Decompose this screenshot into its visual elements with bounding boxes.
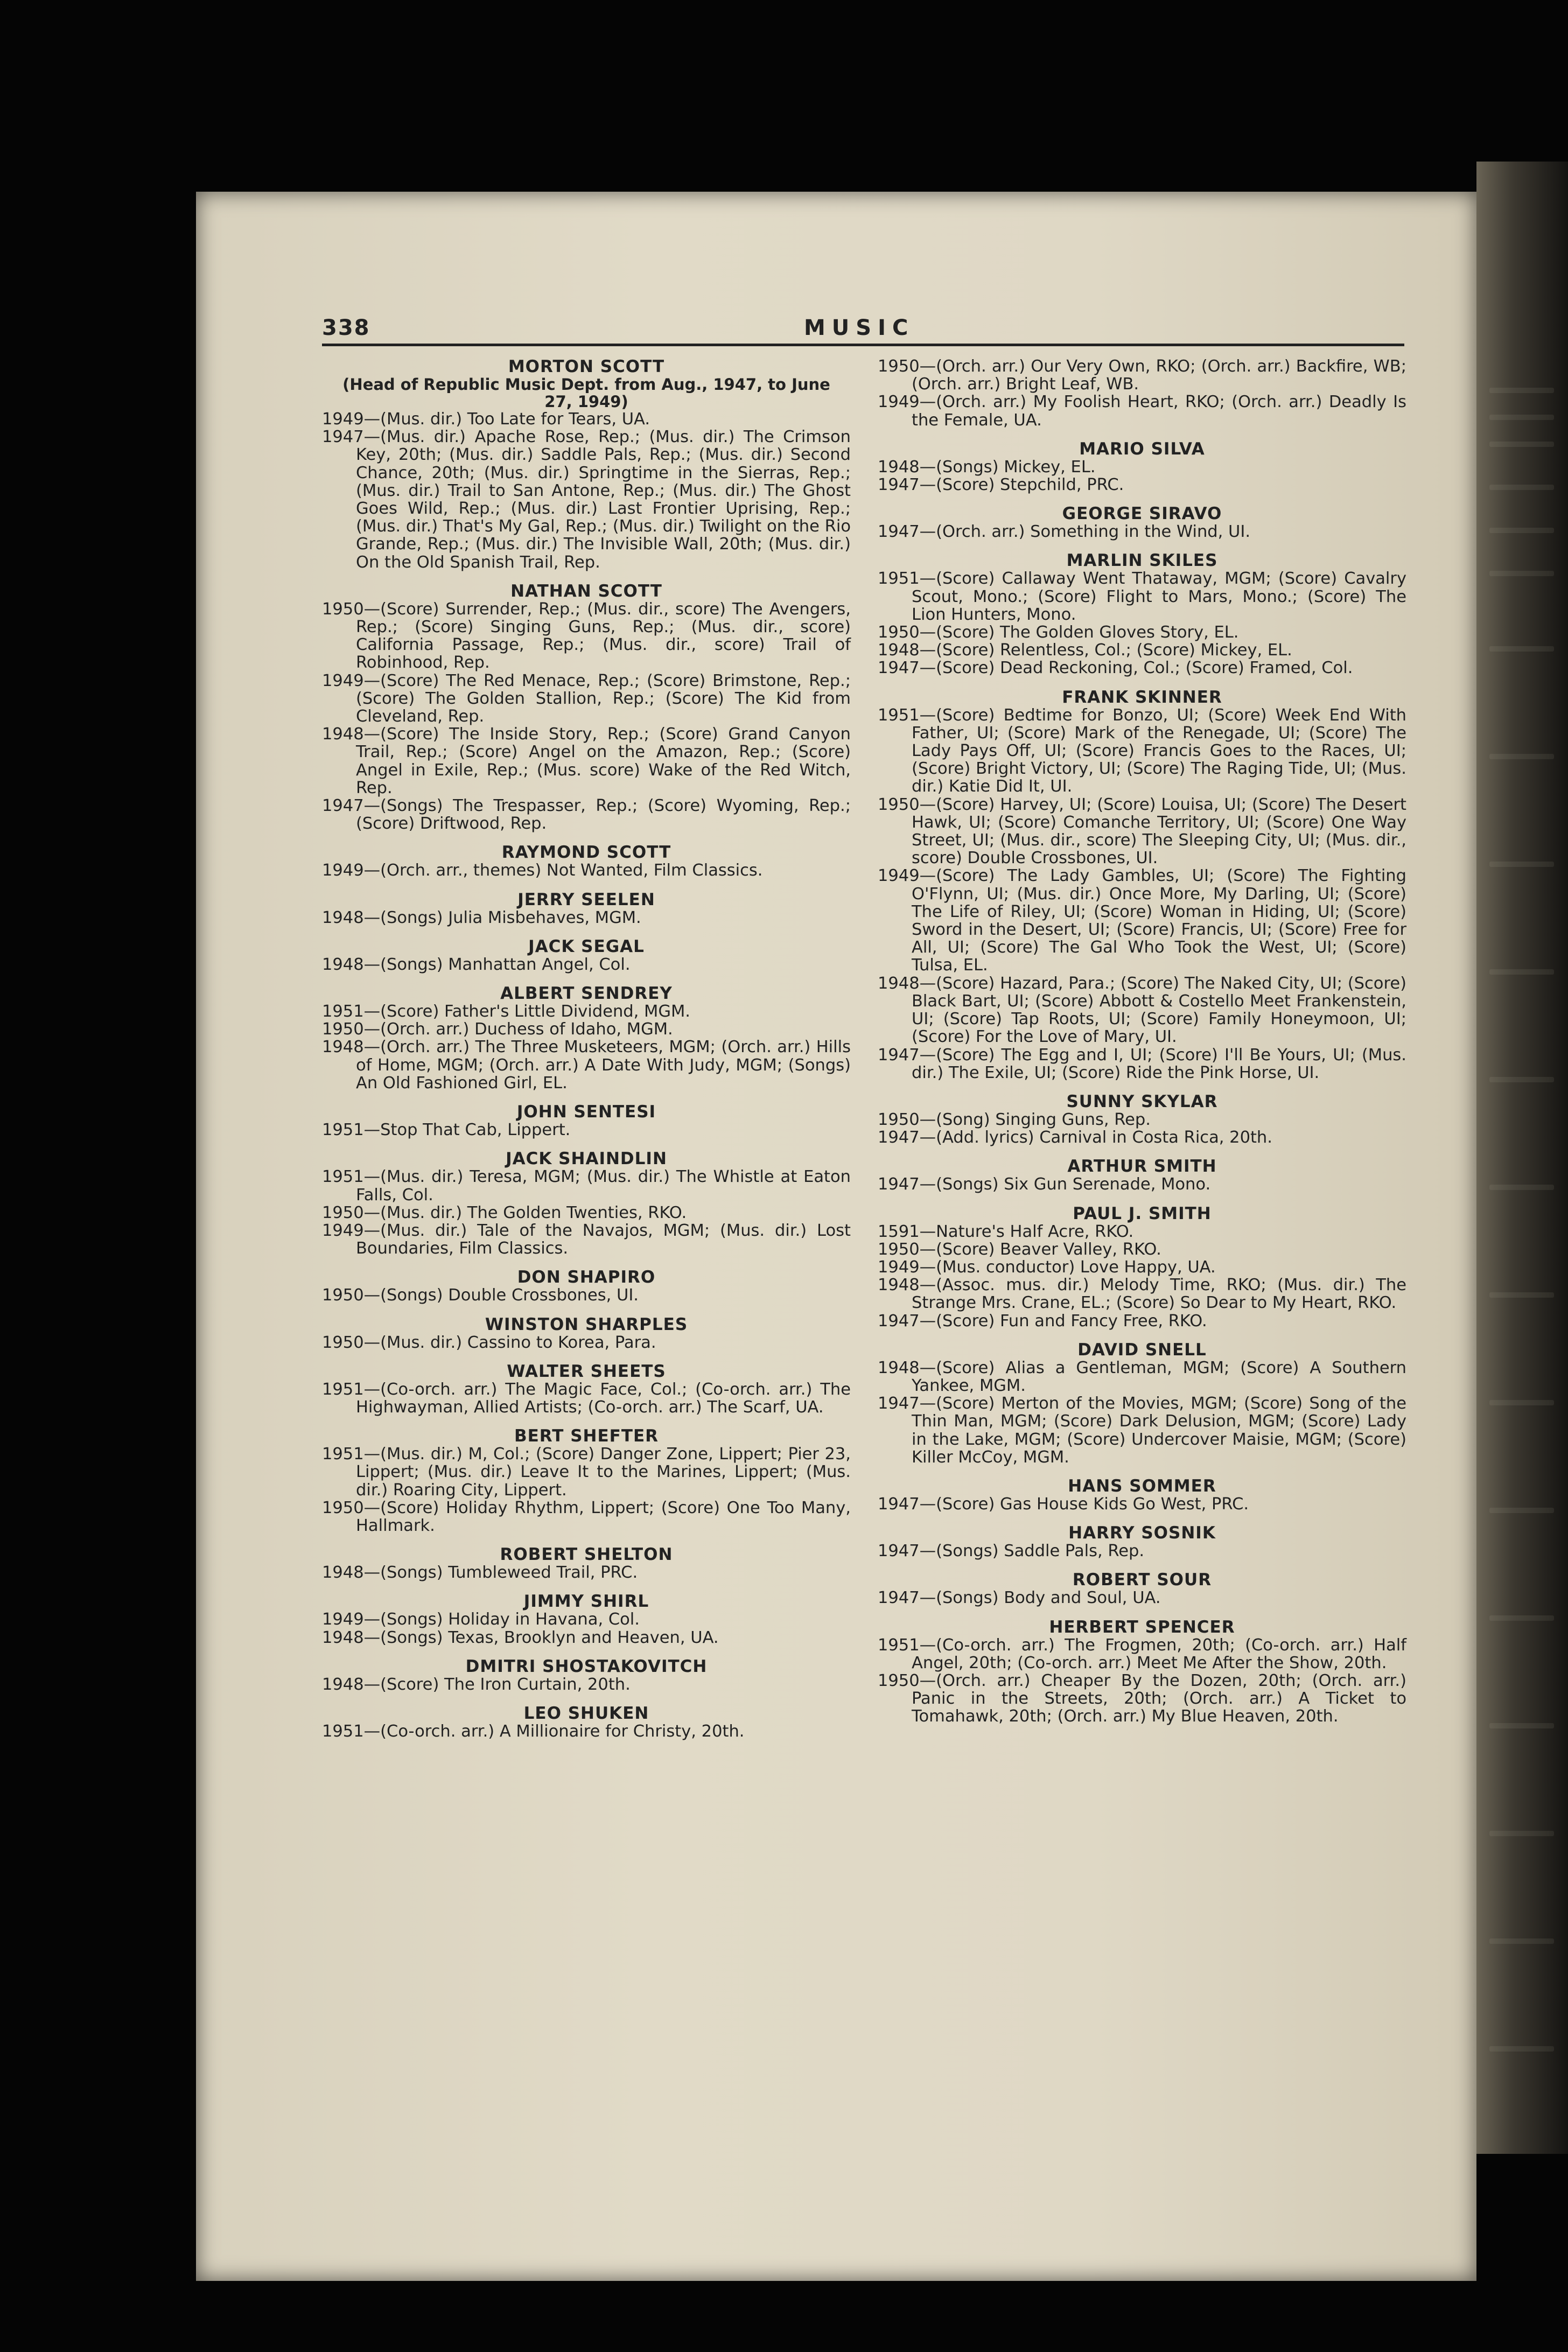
credit-line: 1948—(Score) Alias a Gentleman, MGM; (Score) A Southern Yankee, MGM. bbox=[878, 1358, 1406, 1395]
composer-entry bbox=[322, 1150, 851, 1257]
composer-entry bbox=[322, 1427, 851, 1535]
page-number: 338 bbox=[322, 316, 370, 340]
credit-line: 1949—(Mus. dir.) Tale of the Navajos, MGM; (Mus. dir.) Lost Boundaries, Film Classics. bbox=[322, 1221, 851, 1258]
composer-entry bbox=[878, 358, 1406, 429]
credit-line: 1950—(Score) Surrender, Rep.; (Mus. dir., score) The Avengers, Rep.; (Score) Singing Guns, Rep.; (Mus. dir., score) California Passage, Rep.; (Mus. dir., score) Trail of Robinhood, Rep. bbox=[322, 599, 851, 673]
composer-name: ROBERT SHELTON bbox=[500, 1545, 673, 1565]
credit-line: 1950—(Score) Holiday Rhythm, Lippert; (Score) One Too Many, Hallmark. bbox=[322, 1498, 851, 1535]
credit-line: 1948—(Score) The Iron Curtain, 20th. bbox=[322, 1675, 631, 1694]
composer-name: JOHN SENTESI bbox=[516, 1102, 656, 1122]
credit-line: 1950—(Orch. arr.) Duchess of Idaho, MGM. bbox=[322, 1020, 673, 1039]
composer-name: FRANK SKINNER bbox=[1062, 687, 1222, 707]
composer-entry bbox=[322, 1592, 851, 1646]
composer-entry bbox=[322, 891, 851, 927]
credit-line: 1950—(Songs) Double Crossbones, UI. bbox=[322, 1286, 639, 1305]
credit-line: 1948—(Songs) Texas, Brooklyn and Heaven, UA. bbox=[322, 1628, 719, 1647]
composer-name: RAYMOND SCOTT bbox=[501, 843, 671, 863]
composer-entry bbox=[878, 1571, 1406, 1607]
composer-entry bbox=[322, 1315, 851, 1352]
credit-line: 1948—(Score) Hazard, Para.; (Score) The Naked City, UI; (Score) Black Bart, UI; (Score) Abbott & Costello Meet Frankenstein, UI; (Score) Tap Roots, UI; (Score) Family Honeymoon, UI; (Score) For the Love of Mary, UI. bbox=[878, 974, 1406, 1047]
adjacent-page-edge bbox=[1476, 162, 1568, 2154]
composer-name: JERRY SEELEN bbox=[517, 890, 655, 909]
composer-name: DON SHAPIRO bbox=[517, 1268, 656, 1287]
composer-name: BERT SHEFTER bbox=[514, 1426, 659, 1446]
credit-line: 1948—(Songs) Manhattan Angel, Col. bbox=[322, 955, 631, 974]
credit-line: 1951—(Co-orch. arr.) The Frogmen, 20th; (Co-orch. arr.) Half Angel, 20th; (Co-orch. arr.) Meet Me After the Show, 20th. bbox=[878, 1635, 1406, 1672]
credit-line: 1950—(Score) Beaver Valley, RKO. bbox=[878, 1240, 1161, 1259]
composer-name: LEO SHUKEN bbox=[523, 1703, 649, 1723]
composer-name: JACK SEGAL bbox=[528, 936, 645, 956]
credit-line: 1951—(Score) Callaway Went Thataway, MGM; (Score) Cavalry Scout, Mono.; (Score) Flight to Mars, Mono.; (Score) The Lion Hunters, Mono. bbox=[878, 569, 1406, 624]
composer-entry bbox=[322, 582, 851, 833]
credit-line: 1948—(Score) The Inside Story, Rep.; (Score) Grand Canyon Trail, Rep.; (Score) Angel on the Amazon, Rep.; (Score) Angel in Exile, Rep.; (Mus. score) Wake of the Red Witch, Rep. bbox=[322, 725, 851, 797]
composer-entry bbox=[878, 551, 1406, 677]
credit-line: 1949—(Orch. arr.) My Foolish Heart, RKO; (Orch. arr.) Deadly Is the Female, UA. bbox=[878, 393, 1406, 430]
credit-line: 1949—(Mus. dir.) Too Late for Tears, UA. bbox=[322, 410, 650, 429]
composer-name: DAVID SNELL bbox=[1077, 1340, 1207, 1360]
credit-line: 1948—(Orch. arr.) The Three Musketeers, MGM; (Orch. arr.) Hills of Home, MGM; (Orch. arr.) A Date With Judy, MGM; (Songs) An Old Fashioned Girl, EL. bbox=[322, 1038, 851, 1093]
credit-line: 1950—(Song) Singing Guns, Rep. bbox=[878, 1110, 1151, 1129]
credit-line: 1947—(Score) Gas House Kids Go West, PRC. bbox=[878, 1494, 1249, 1514]
credit-line: 1949—(Songs) Holiday in Havana, Col. bbox=[322, 1610, 640, 1629]
credit-line: 1947—(Mus. dir.) Apache Rose, Rep.; (Mus. dir.) The Crimson Key, 20th; (Mus. dir.) Saddle Pals, Rep.; (Mus. dir.) Second Chance, 20th; (Mus. dir.) Springtime in the Sierras, Rep.; (Mus. dir.) Trail to San Antone, Rep.; (Mus. dir.) The Ghost Goes Wild, Rep.; (Mus. dir.) Last Frontier Uprising, Rep.; (Mus. dir.) That's My Gal, Rep.; (Mus. dir.) Twilight on the Rio Grande, Rep.; (Mus. dir.) The Invisible Wall, 20th; (Mus. dir.) On the Old Spanish Trail, Rep. bbox=[322, 428, 851, 572]
right-column bbox=[878, 358, 1406, 1737]
credit-line: 1947—(Songs) The Trespasser, Rep.; (Score) Wyoming, Rep.; (Score) Driftwood, Rep. bbox=[322, 796, 851, 834]
credit-line: 1951—(Co-orch. arr.) The Magic Face, Col.; (Co-orch. arr.) The Highwayman, Allied Artists; (Co-orch. arr.) The Scarf, UA. bbox=[322, 1380, 851, 1417]
composer-entry bbox=[322, 1704, 851, 1740]
composer-name: HANS SOMMER bbox=[1068, 1476, 1216, 1496]
credit-line: 1947—(Score) The Egg and I, UI; (Score) I'll Be Yours, UI; (Mus. dir.) The Exile, UI; (Score) Ride the Pink Horse, UI. bbox=[878, 1045, 1406, 1082]
composer-entry bbox=[878, 1093, 1406, 1146]
composer-entry bbox=[878, 1618, 1406, 1726]
composer-entry bbox=[878, 1205, 1406, 1330]
credit-line: 1949—(Orch. arr., themes) Not Wanted, Film Classics. bbox=[322, 861, 763, 880]
credit-line: 1947—(Score) Merton of the Movies, MGM; (Score) Song of the Thin Man, MGM; (Score) Dark Delusion, MGM; (Score) Lady in the Lake, MGM; (Score) Undercover Maisie, MGM; (Score) Killer McCoy, MGM. bbox=[878, 1394, 1406, 1467]
credit-line: 1947—(Songs) Six Gun Serenade, Mono. bbox=[878, 1175, 1211, 1194]
credit-line: 1950—(Mus. dir.) The Golden Twenties, RKO. bbox=[322, 1203, 687, 1222]
credit-line: 1948—(Score) Relentless, Col.; (Score) Mickey, EL. bbox=[878, 641, 1292, 660]
composer-entry bbox=[878, 1341, 1406, 1466]
credit-line: 1951—(Co-orch. arr.) A Millionaire for Christy, 20th. bbox=[322, 1721, 745, 1741]
credit-line: 1950—(Score) Harvey, UI; (Score) Louisa, UI; (Score) The Desert Hawk, UI; (Score) Comanche Territory, UI; (Score) One Way Street, UI; (Mus. dir., score) The Sleeping City, UI; (Mus. dir., score) Double Crossbones, UI. bbox=[878, 795, 1406, 868]
credit-line: 1947—(Songs) Body and Soul, UA. bbox=[878, 1588, 1161, 1608]
credit-line: 1950—(Orch. arr.) Our Very Own, RKO; (Orch. arr.) Backfire, WB; (Orch. arr.) Bright Leaf, WB. bbox=[878, 357, 1406, 394]
composer-name: SUNNY SKYLAR bbox=[1066, 1091, 1218, 1111]
composer-name: ALBERT SENDREY bbox=[500, 984, 673, 1004]
composer-entry bbox=[878, 1477, 1406, 1513]
composer-entry bbox=[878, 440, 1406, 494]
composer-entry bbox=[878, 505, 1406, 541]
composer-entry bbox=[322, 1545, 851, 1581]
credit-line: 1948—(Songs) Tumbleweed Trail, PRC. bbox=[322, 1563, 638, 1583]
composer-name: ROBERT SOUR bbox=[1072, 1570, 1212, 1590]
composer-name: JACK SHAINDLIN bbox=[506, 1149, 667, 1169]
credit-line: 1947—(Score) Stepchild, PRC. bbox=[878, 475, 1124, 495]
left-column bbox=[322, 358, 851, 1751]
composer-name: WINSTON SHARPLES bbox=[485, 1314, 688, 1334]
composer-entry bbox=[322, 1103, 851, 1139]
credit-line: 1591—Nature's Half Acre, RKO. bbox=[878, 1222, 1134, 1241]
credit-line: 1951—Stop That Cab, Lippert. bbox=[322, 1121, 571, 1140]
credit-line: 1950—(Orch. arr.) Cheaper By the Dozen, 20th; (Orch. arr.) Panic in the Streets, 20th; (Orch. arr.) A Ticket to Tomahawk, 20th; (Orch. arr.) My Blue Heaven, 20th. bbox=[878, 1671, 1406, 1726]
composer-entry bbox=[878, 1524, 1406, 1560]
credit-line: 1950—(Score) The Golden Gloves Story, EL. bbox=[878, 623, 1239, 642]
composer-entry bbox=[322, 937, 851, 974]
composer-entry bbox=[322, 1268, 851, 1304]
credit-line: 1948—(Assoc. mus. dir.) Melody Time, RKO; (Mus. dir.) The Strange Mrs. Crane, EL.; (Score) So Dear to My Heart, RKO. bbox=[878, 1276, 1406, 1313]
credit-line: 1949—(Mus. conductor) Love Happy, UA. bbox=[878, 1257, 1216, 1277]
composer-name: MORTON SCOTT bbox=[508, 357, 665, 376]
credit-line: 1947—(Score) Fun and Fancy Free, RKO. bbox=[878, 1311, 1207, 1331]
composer-name: WALTER SHEETS bbox=[507, 1361, 666, 1381]
credit-line: 1951—(Score) Bedtime for Bonzo, UI; (Score) Week End With Father, UI; (Score) Mark of the Renegade, UI; (Score) The Lady Pays Off, UI; (Score) Francis Goes to the Races, UI; (Score) Bright Victory, UI; (Score) The Raging Tide, UI; (Mus. dir.) Katie Did It, UI. bbox=[878, 705, 1406, 796]
composer-name: HARRY SOSNIK bbox=[1068, 1523, 1216, 1543]
composer-entry bbox=[322, 1657, 851, 1693]
composer-name: NATHAN SCOTT bbox=[510, 581, 662, 601]
composer-name: PAUL J. SMITH bbox=[1073, 1203, 1212, 1223]
credit-line: 1947—(Add. lyrics) Carnival in Costa Rica, 20th. bbox=[878, 1128, 1272, 1147]
composer-entry bbox=[322, 1362, 851, 1416]
composer-entry bbox=[878, 688, 1406, 1082]
page-header bbox=[322, 316, 1404, 346]
credit-line: 1948—(Songs) Julia Misbehaves, MGM. bbox=[322, 908, 641, 927]
credit-line: 1947—(Songs) Saddle Pals, Rep. bbox=[878, 1542, 1145, 1561]
composer-entry bbox=[322, 984, 851, 1092]
composer-note: (Head of Republic Music Dept. from Aug., 1947, to June 27, 1949) bbox=[342, 375, 830, 411]
composer-name: HERBERT SPENCER bbox=[1049, 1617, 1235, 1637]
composer-name: GEORGE SIRAVO bbox=[1062, 504, 1222, 524]
composer-entry bbox=[322, 843, 851, 879]
credit-line: 1947—(Score) Dead Reckoning, Col.; (Score) Framed, Col. bbox=[878, 659, 1353, 678]
credit-line: 1949—(Score) The Lady Gambles, UI; (Score) The Fighting O'Flynn, UI; (Mus. dir.) Once More, My Darling, UI; (Score) The Life of Riley, UI; (Score) Woman in Hiding, UI; (Score) Sword in the Desert, UI; (Score) Francis, UI; (Score) Free for All, UI; (Score) The Gal Who Took the West, UI; (Score) Tulsa, EL. bbox=[878, 866, 1406, 975]
credit-line: 1950—(Mus. dir.) Cassino to Korea, Para. bbox=[322, 1333, 656, 1352]
composer-name: ARTHUR SMITH bbox=[1067, 1157, 1217, 1177]
credit-line: 1948—(Songs) Mickey, EL. bbox=[878, 457, 1096, 477]
credit-line: 1951—(Score) Father's Little Dividend, MGM. bbox=[322, 1002, 691, 1021]
credit-line: 1947—(Orch. arr.) Something in the Wind, UI. bbox=[878, 522, 1251, 542]
running-head: MUSIC bbox=[804, 316, 915, 340]
composer-name: MARLIN SKILES bbox=[1066, 551, 1218, 571]
composer-entry bbox=[878, 1157, 1406, 1193]
composer-entry bbox=[322, 358, 851, 571]
composer-name: JIMMY SHIRL bbox=[523, 1592, 649, 1612]
credit-line: 1951—(Mus. dir.) Teresa, MGM; (Mus. dir.) The Whistle at Eaton Falls, Col. bbox=[322, 1167, 851, 1205]
composer-name: MARIO SILVA bbox=[1079, 439, 1205, 459]
credit-line: 1949—(Score) The Red Menace, Rep.; (Score) Brimstone, Rep.; (Score) The Golden Stallion, Rep.; (Score) The Kid from Cleveland, Rep. bbox=[322, 671, 851, 726]
credit-line: 1951—(Mus. dir.) M, Col.; (Score) Danger Zone, Lippert; Pier 23, Lippert; (Mus. dir.) Leave It to the Marines, Lippert; (Mus. dir.) Roaring City, Lippert. bbox=[322, 1445, 851, 1500]
composer-name: DMITRI SHOSTAKOVITCH bbox=[465, 1656, 708, 1676]
